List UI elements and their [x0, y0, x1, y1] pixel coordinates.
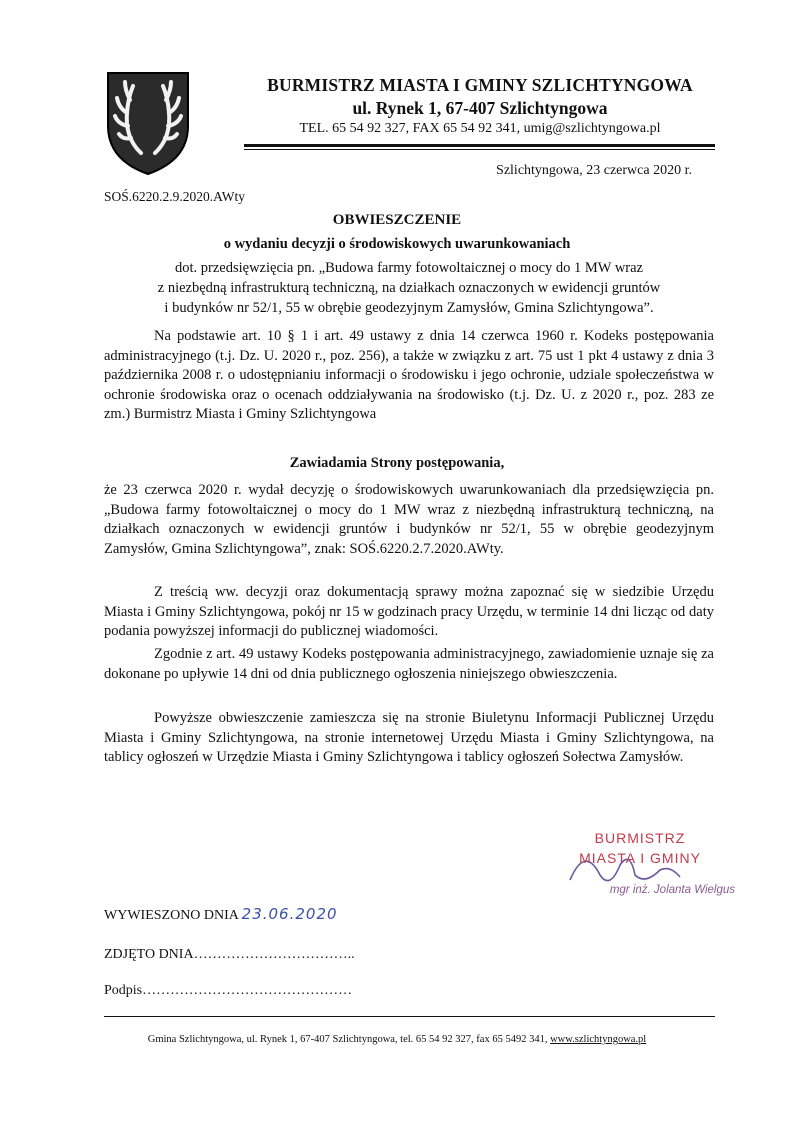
regarding-block [104, 258, 714, 318]
footer-website-link[interactable]: www.szlichtyngowa.pl [550, 1034, 647, 1045]
header-contact: TEL. 65 54 92 327, FAX 65 54 92 341, umig@szlichtyngowa.pl [299, 121, 661, 136]
regarding-line: z niezbędną infrastrukturą techniczną, na działkach oznaczonych w ewidencji gruntów [157, 280, 661, 296]
paragraph-publication: Powyższe obwieszczenie zamieszcza się na stronie Biuletynu Informacji Publicznej Urzędu Miasta i Gminy Szlichtyngowa, na stronie internetowej Urzędu Miasta i Gminy Szlichtyngowa, na tablicy ogłoszeń w Urzędzie Miasta i Gminy Szlichtyngowa i tablicy ogłoszeń Sołectwa Zamysłów. [104, 710, 714, 765]
signature-field: Podpis……………………………………… [104, 983, 353, 998]
paragraph-inspection: Z treścią ww. decyzji oraz dokumentacją sprawy można zapoznać się w siedzibie Urzędu Miasta i Gminy Szlichtyngowa, pokój nr 15 w godzinach pracy Urzędu, w terminie 14 dni licząc od daty podania powyższej informacji do publicznej wiadomości. [104, 584, 714, 639]
footer-text: Gmina Szlichtyngowa, ul. Rynek 1, 67-407 Szlichtyngowa, tel. 65 54 92 327, fax 65 5492 341, [147, 1034, 551, 1045]
footer-divider [104, 1016, 715, 1017]
header-divider-thin [244, 149, 715, 150]
removed-field: ZDJĘTO DNIA…………………………….. [104, 947, 355, 962]
posted-date-handwritten: 23.06.2020 [241, 905, 338, 923]
header-title: BURMISTRZ MIASTA I GMINY SZLICHTYNGOWA [267, 75, 693, 95]
document-title: OBWIESZCZENIE [332, 212, 462, 228]
document-subtitle: o wydaniu decyzji o środowiskowych uwarunkowaniach [223, 236, 571, 252]
paragraph-effective: Zgodnie z art. 49 ustawy Kodeks postępowania administracyjnego, zawiadomienie uznaje się za dokonane po upływie 14 dni od dnia publicznego ogłoszenia niniejszego obwieszczenia. [104, 646, 714, 682]
regarding-line: dot. przedsięwzięcia pn. „Budowa farmy fotowoltaicznej o mocy do 1 MW wraz [174, 260, 643, 276]
paragraph-decision: że 23 czerwca 2020 r. wydał decyzję o środowiskowych uwarunkowaniach dla przedsięwzięcia pn. „Budowa farmy fotowoltaicznej o mocy do 1 MW wraz z niezbędną infrastrukturą techniczną, na działkach oznaczonych w ewidencji gruntów i budynków nr 52/1, 55 w obrębie geodezyjnym Zamysłów, Gmina Szlichtyngowa”, znak: SOŚ.6220.2.7.2020.AWty. [104, 482, 714, 557]
coat-of-arms-logo [103, 68, 193, 178]
footer [80, 1034, 714, 1045]
header-address: ul. Rynek 1, 67-407 Szlichtyngowa [352, 98, 608, 118]
document-date: Szlichtyngowa, 23 czerwca 2020 r. [496, 163, 692, 178]
regarding-line: i budynków nr 52/1, 55 w obrębie geodezyjnym Zamysłów, Gmina Szlichtyngowa”. [164, 300, 654, 316]
posted-field [104, 905, 338, 924]
stamp-title: BURMISTRZ [594, 830, 686, 846]
notice-heading: Zawiadamia Strony postępowania, [289, 455, 505, 471]
paragraph-legal-basis: Na podstawie art. 10 § 1 i art. 49 ustawy z dnia 14 czerwca 1960 r. Kodeks postępowania administracyjnego (t.j. Dz. U. 2020 r., poz. 256), a także w związku z art. 75 ust 1 pkt 4 ustawy z dnia 3 października 2008 r. o udostępnianiu informacji o środowisku i jego ochronie, udziale społeczeństwa w ochronie środowiska oraz o ocenach oddziaływania na środowisko (t.j. Dz. U. z 2020 r., poz. 283 ze zm.) Burmistrz Miasta i Gminy Szlichtyngowa [104, 328, 714, 422]
stamp-name: mgr inż. Jolanta Wielgus [609, 884, 735, 896]
posted-label: WYWIESZONO DNIA [104, 908, 239, 923]
stamp-subtitle: MIASTA I GMINY [579, 850, 701, 866]
reference-number: SOŚ.6220.2.9.2020.AWty [104, 189, 246, 204]
header-divider-thick [244, 144, 715, 147]
